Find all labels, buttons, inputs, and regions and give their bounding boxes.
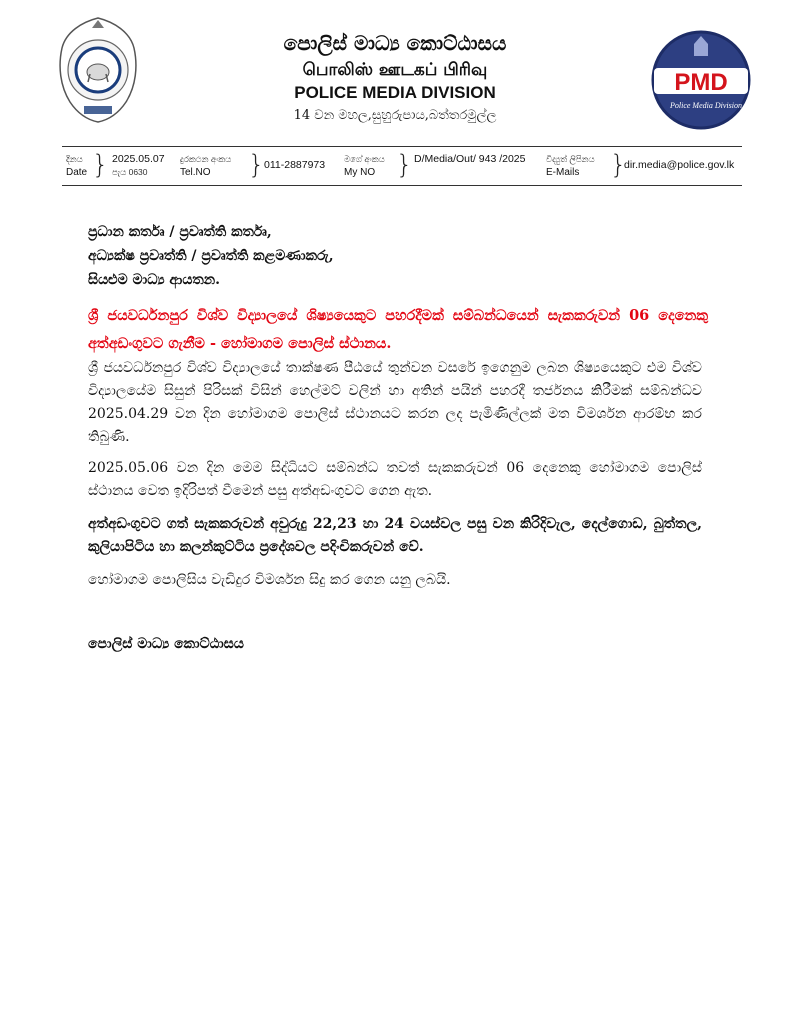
my-no-label-en: My NO — [344, 167, 376, 178]
date-value: 2025.05.07 — [112, 153, 165, 165]
letterhead — [210, 30, 580, 126]
tel-value: 011-2887973 — [264, 159, 326, 171]
date-labels — [66, 153, 87, 179]
tamil-title: பொலிஸ் ஊடகப் பிரிவு — [302, 60, 488, 80]
tel-label-si: දුරකථන අංකය — [180, 154, 232, 164]
reference-info-strip — [62, 146, 742, 186]
email-label-en: E-Mails — [546, 167, 580, 178]
tel-labels — [180, 153, 231, 179]
my-no-label-si: මගේ අංකය — [344, 154, 385, 164]
my-no-labels — [344, 153, 385, 179]
paragraph-1: ශ්‍රී ජයවර්ධනපුර විශ්ව විද්‍යාලයේ තාක්ෂණ පීඨයේ තුන්වන වසරේ ඉගෙනුම ලබන ශිෂ්‍යයෙකුට එම විශ්ව විද්‍යාලයේම සිසුන් පිරිසක් විසින් හෙල්මට් වලින් හා අතින් පයින් පහරදී තර්ජනය කිරීමක් සම්බන්ධව 2025.04.29 වන දින හෝමාගම පොලිස් ස්ථානයට කරන ලද පැමිණිල්ලක් මත විමර්ශන ආරම්භ කර තිබුණි. — [88, 360, 702, 445]
brace-icon: } — [248, 150, 265, 180]
paragraph-2: 2025.05.06 වන දින මෙම සිද්ධියට සම්බන්ධ තවත් සැකකරුවන් 06 දෙනෙකු හෝමාගම පොලිස් ස්ථානය වෙත ඉදිරිපත් වීමෙන් පසු අත්අඩංගුවට ගෙන ඇත. — [88, 460, 702, 499]
addressee-line-2: අධ්‍යක්ෂ ප්‍රවෘත්ති / ප්‍රවෘත්ති කළමණාකරු, — [88, 248, 334, 264]
pmd-logo-subtext: Police Media Division — [670, 101, 742, 110]
paragraph-3: අත්අඩංගුවට ගත් සැකකරුවන් අවුරුදු 22,23 හා 24 වයස්වල පසු වන කිරිදිවැල, දෙල්ගොඩ, බුත්තල, කුලියාපිටිය හා කලන්කුට්ටිය ප්‍රදේශවල පදිංචිකරුවන් වේ. — [88, 516, 702, 555]
email-label-si: විද්‍යුත් ලිපිනය — [546, 154, 595, 164]
sinhala-title: පොලිස් මාධ්‍ය කොට්ඨාසය — [283, 31, 507, 55]
date-values — [112, 153, 165, 179]
date-label-si: දිනය — [66, 154, 83, 164]
my-no-value: D/Media/Out/ 943 /2025 — [414, 153, 526, 165]
pmd-logo-text: PMD — [674, 69, 728, 96]
addressee-line-1: ප්‍රධාන කර්තෘ / ප්‍රවෘත්ති කර්තෘ, — [88, 224, 272, 240]
pmd-logo — [640, 30, 762, 130]
signature: පොලිස් මාධ්‍ය කොට්ඨාසය — [88, 636, 244, 652]
tel-label-en: Tel.NO — [180, 167, 211, 178]
brace-icon: } — [92, 150, 109, 180]
date-label-en: Date — [66, 167, 88, 178]
email-value[interactable]: dir.media@police.gov.lk — [624, 159, 735, 171]
office-address: 14 වන මහල,සුහුරුපාය,බත්තරමුල්ල — [293, 108, 497, 123]
press-release-title: ශ්‍රී ජයවර්ධනපුර විශ්ව විද්‍යාලයේ ශිෂ්‍යයෙකුට පහරදීමක් සම්බන්ධයෙන් සැකකරුවන් 06 දෙනෙකු අත්අඩංගුවට ගැනීම - හෝමාගම පොලිස් ස්ථානය. — [88, 307, 708, 352]
brace-icon: } — [610, 150, 627, 180]
time-value: පැය 0630 — [112, 167, 148, 177]
brace-icon: } — [396, 150, 413, 180]
email-labels — [546, 153, 595, 179]
english-title: POLICE MEDIA DIVISION — [294, 83, 496, 102]
paragraph-4: හෝමාගම පොලිසිය වැඩිදුර විමර්ශන සිදු කර ගෙන යනු ලබයි. — [88, 572, 451, 588]
police-emblem-logo — [52, 14, 144, 126]
addressee-line-3: සියළුම මාධ්‍ය ආයතන. — [88, 272, 221, 288]
addressee-block — [88, 220, 708, 292]
